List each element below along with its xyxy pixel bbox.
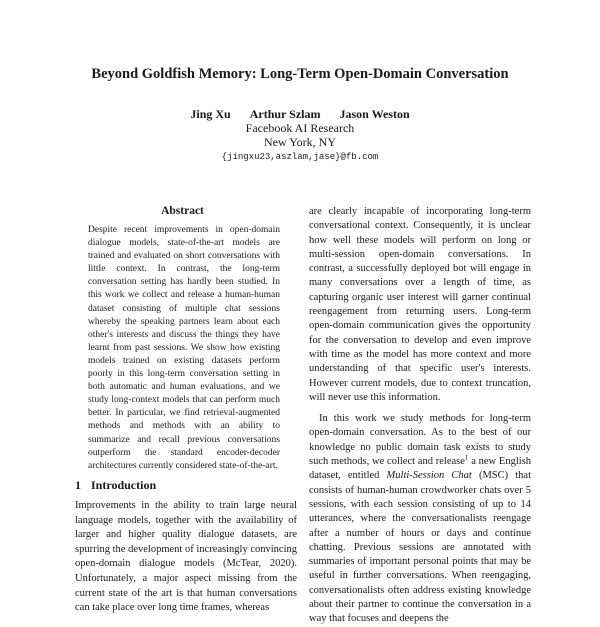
paragraph-text: In this work we study methods for long-term open-domain conversation. As to the best of our knowledge no public domain task exists to study such methods, we collect and release	[309, 413, 531, 468]
section-number: 1	[75, 478, 81, 492]
affiliation: Facebook AI Research	[245, 121, 355, 135]
author-list	[0, 107, 600, 122]
author-emails: {jingxu23,aszlam,jase}@fb.com	[221, 152, 379, 162]
author-name: Arthur Szlam	[249, 107, 321, 121]
location: New York, NY	[263, 135, 336, 149]
dataset-name: Multi-Session Chat	[386, 470, 472, 482]
footnote-mark: 1	[464, 453, 469, 462]
abstract-text: Despite recent improvements in open-domain dialogue models, state-of-the-art models are trained and evaluated on short conversations with little context. In contrast, the long-term conversation setting has hardly been studied. In this work we collect and release a human-human dataset consisting of multiple chat sessions whereby the speaking partners learn about each other's interests and discuss the things they have learnt from past sessions. We show how existing models trained on existing datasets perform poorly in this long-term conversation setting in both automatic and human evaluations, and we study long-context models that can perform much better. In particular, we find retrieval-augmented methods and methods with an ability to summarize and recall previous conversations outperform the standard encoder-decoder architectures currently considered state-of-the-art.	[88, 225, 280, 471]
paragraph	[309, 412, 531, 626]
author-name: Jing Xu	[190, 107, 231, 121]
section-heading-introduction	[75, 478, 295, 493]
paragraph: are clearly incapable of incorporating long-term conversational context. Consequently, it is unclear how well these models will perform on long or multi-session open-domain conversations. In contrast, a successfully deployed bot will engage in many conversations over a length of time, as capturing organic user interest will garner continual reengagement from returning users. Long-term open-domain communication gives the opportunity for the conversation to develop and even improve with time as the model has more context and more understanding of that specific user's interests. However current models, due to context truncation, will never use this information.	[309, 206, 531, 403]
abstract-heading: Abstract	[161, 205, 204, 217]
section-title: Introduction	[91, 478, 157, 492]
introduction-text: Improvements in the ability to train large neural language models, together with the availability of larger and higher quality dialogue datasets, are spurring the development of increasingly convincing open-domain dialogue models (McTear, 2020). Unfortunately, a major aspect missing from the current state of the art is that human conversations can take place over long time frames, whereas	[75, 500, 297, 614]
paper-title: Beyond Goldfish Memory: Long-Term Open-Domain Conversation	[91, 66, 509, 82]
right-column	[309, 205, 531, 627]
paragraph-text: a new English dataset, entitled	[309, 456, 531, 482]
paragraph-text: (MSC) that consists of human-human crowdworker chats over 5 sessions, with each session consisting of up to 14 utterances, where the conversationalists reengage after a number of hours or days and continue chatting. Previous sessions are annotated with summaries of important personal points that may be useful in further conversations. When reengaging, conversationalists often address existing knowledge about their partner to continue the conversation in a way that focuses and deepens the	[309, 470, 531, 625]
author-name: Jason Weston	[339, 107, 410, 121]
